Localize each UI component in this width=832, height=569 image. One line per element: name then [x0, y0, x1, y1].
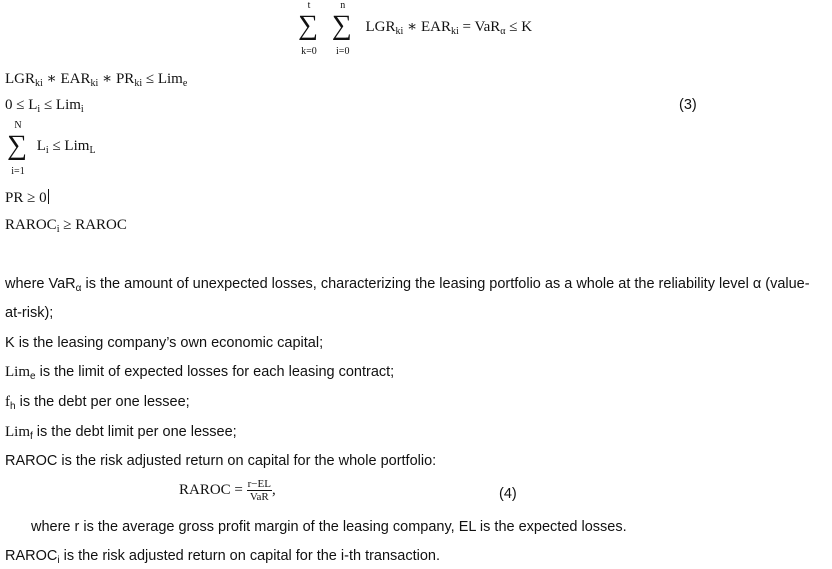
equation-var-constraint: t ∑ k=0 n ∑ i=0 $LGR_{ki}$ ∗ $EAR_{ki} = VaR_\alpha \le K$ [298, 0, 533, 57]
equation-raroc: RAROC = $\frac{r-EL}{\text{VaR}}$ , [179, 478, 276, 503]
text-cursor [48, 189, 49, 204]
definition-k: K is the leasing company’s own economic capital; [5, 335, 324, 351]
fraction: $\frac{r-EL}{\text{VaR}}$ [247, 478, 271, 503]
summation-k: t ∑ k=0 [298, 0, 318, 57]
constraint-pr: PR ≥ 0 [5, 190, 47, 206]
summation-i: n ∑ i=0 [331, 0, 352, 57]
definition-raroc: RAROC is the risk adjusted return on capital for the whole portfolio: [5, 453, 437, 469]
constraint-raroc: $RAROC_i$ ≥ RAROC [5, 217, 127, 235]
definition-var: where VaR$_\alpha$ is the amount of unexpected losses, characterizing the leasing portfolio as a whole at the reliability level α (value- [5, 276, 810, 294]
definition-lime: Lim$_e$ is the limit of expected losses for each leasing contract; [5, 364, 395, 382]
equation-number-4: (4) [499, 486, 517, 502]
definition-r-el: where r is the average gross profit margin of the leasing company, EL is the expected losses. [31, 519, 627, 535]
equation-number-3: (3) [679, 97, 697, 113]
definition-limf: Lim$_f$ is the debt limit per one lessee; [5, 424, 237, 442]
definition-var-cont: at-risk); [5, 305, 54, 321]
constraint-sum-limit: N ∑ i=1 $L_i \le Lim_L$ [7, 120, 96, 177]
definition-raroc-i: $RAROC_i$ is the risk adjusted return on capital for the i-th transaction. [5, 548, 441, 566]
definition-fh: $f_h$ is the debt per one lessee; [5, 394, 190, 412]
constraint-expected-loss: $LGR_{ki}$ ∗ $EAR_{ki}$ ∗ $PR_{ki} \le Lim_e$ [5, 71, 188, 89]
constraint-limit-i: $0 \le L_i \le Lim_i$ [5, 97, 84, 115]
summation-N: N ∑ i=1 [7, 120, 27, 177]
